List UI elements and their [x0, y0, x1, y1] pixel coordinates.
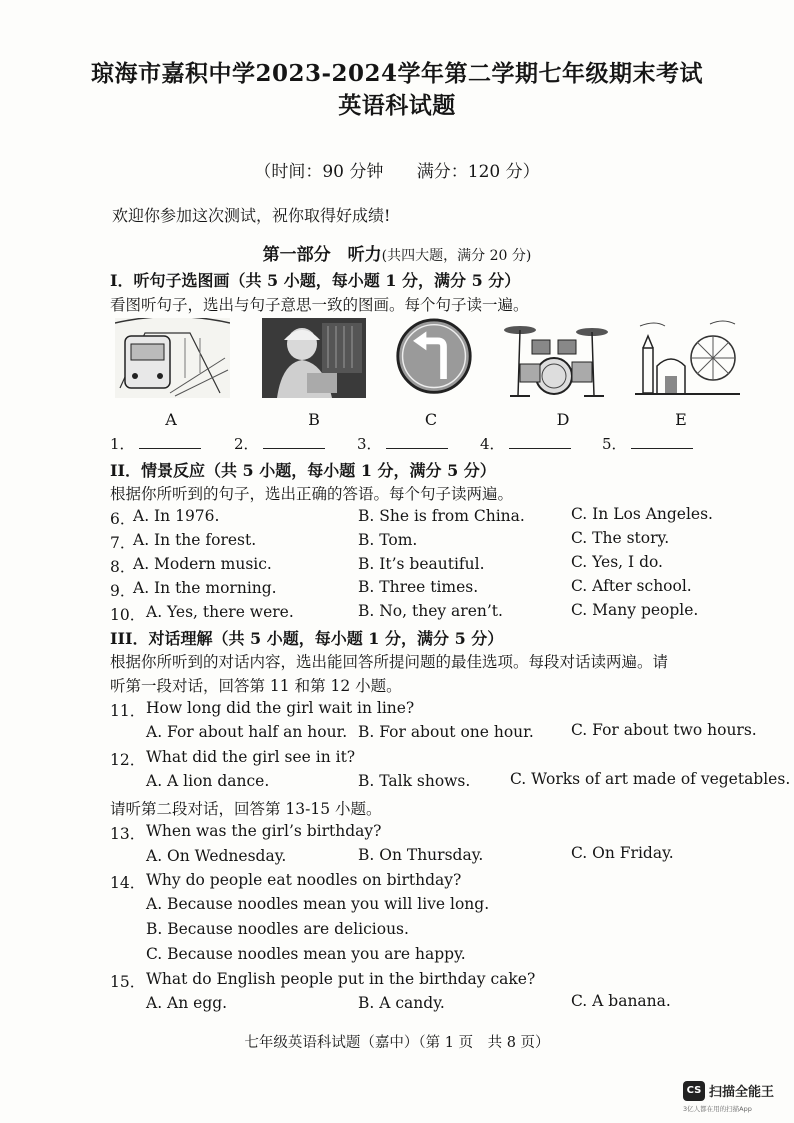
option-b: B. On Thursday. [358, 846, 484, 864]
answer-blank-5[interactable]: 5． [602, 433, 693, 454]
question-stem: When was the girl’s birthday? [146, 822, 382, 840]
picture-label-a: A [165, 410, 177, 429]
old-man-photo-icon [262, 318, 366, 398]
picture-label-e: E [675, 410, 687, 429]
option-a: A. For about half an hour. [146, 723, 348, 741]
option-c: C. The story. [571, 529, 670, 547]
option-a: A. Because noodles mean you will live long. [146, 895, 490, 913]
page-footer: 七年级英语科试题（嘉中）（第 1 页 共 8 页） [244, 1035, 550, 1051]
option-b: B. For about one hour. [358, 723, 534, 741]
option-a: A. On Wednesday. [146, 847, 287, 865]
option-c: C. For about two hours. [571, 721, 757, 739]
subway-train-icon [115, 318, 230, 398]
exam-meta [0, 157, 794, 182]
section2-title: II．情景反应（共 5 小题，每小题 1 分，满分 5 分） [110, 461, 496, 480]
question-stem: How long did the girl wait in line? [146, 699, 415, 717]
section1-instructions: 看图听句子，选出与句子意思一致的图画。每个句子读一遍。 [110, 296, 529, 314]
option-c: C. A banana. [571, 992, 671, 1010]
scanner-name: 扫描全能王 [709, 1085, 775, 1100]
answer-blank-4[interactable]: 4． [480, 433, 571, 454]
section1-title: I．听句子选图画（共 5 小题，每小题 1 分，满分 5 分） [110, 271, 521, 290]
picture-label-d: D [556, 410, 570, 429]
option-c: C. Yes, I do. [571, 553, 663, 571]
option-b: B. It’s beautiful. [358, 555, 485, 573]
turn-left-sign-icon [392, 318, 476, 398]
option-a: A. Modern music. [133, 555, 272, 573]
option-b: B. Tom. [358, 531, 418, 549]
option-a: A. A lion dance. [146, 772, 270, 790]
exam-title: 琼海市嘉积中学2023-2024学年第二学期七年级期末考试 [90, 60, 704, 87]
exam-subject: 英语科试题 [338, 92, 456, 119]
exam-time: （时间：90 分钟 [254, 162, 384, 182]
option-c: C. After school. [571, 577, 692, 595]
option-a: A. In 1976. [133, 507, 220, 525]
camscanner-icon: CS [683, 1081, 705, 1101]
section3-instructions-2: 听第一段对话，回答第 11 和第 12 小题。 [110, 677, 402, 695]
question-stem: What do English people put in the birthday cake? [146, 970, 536, 988]
option-a: A. Yes, there were. [146, 603, 294, 621]
option-b: B. She is from China. [358, 507, 525, 525]
scanner-watermark [683, 1076, 791, 1116]
answer-blank-2[interactable]: 2． [234, 433, 325, 454]
option-b: B. Talk shows. [358, 772, 471, 790]
section3-instructions: 根据你所听到的对话内容，选出能回答所提问题的最佳选项。每段对话读两遍。请 [110, 653, 669, 671]
option-b: B. No, they aren’t. [358, 602, 503, 620]
picture-label-b: B [308, 410, 320, 429]
answer-blank-1[interactable]: 1． [110, 433, 201, 454]
answer-blank-3[interactable]: 3． [357, 433, 448, 454]
city-skyline-icon [635, 318, 740, 398]
option-c: C. On Friday. [571, 844, 674, 862]
section3-instructions-3: 请听第二段对话，回答第 13-15 小题。 [110, 800, 382, 818]
picture-label-c: C [424, 410, 438, 429]
option-a: A. An egg. [146, 994, 228, 1012]
option-b: B. A candy. [358, 994, 445, 1012]
scanner-tagline: 3亿人都在用的扫描App [683, 1105, 752, 1113]
exam-score: 满分：120 分） [416, 162, 540, 182]
section2-instructions: 根据你所听到的句子，选出正确的答语。每个句子读两遍。 [110, 485, 514, 503]
drum-set-icon [500, 318, 610, 398]
question-stem: What did the girl see in it? [146, 748, 356, 766]
welcome-text: 欢迎你参加这次测试，祝你取得好成绩! [112, 206, 391, 225]
option-a: A. In the morning. [133, 579, 277, 597]
option-c: C. Many people. [571, 601, 699, 619]
picture-row [110, 318, 750, 402]
option-c: C. Works of art made of vegetables. [510, 770, 791, 788]
option-c: C. Because noodles mean you are happy. [146, 945, 466, 963]
section3-title: III．对话理解（共 5 小题，每小题 1 分，满分 5 分） [110, 629, 504, 648]
question-stem: Why do people eat noodles on birthday? [146, 871, 462, 889]
option-a: A. In the forest. [133, 531, 257, 549]
part1-title: 第一部分 听力(共四大题，满分 20 分) [262, 245, 532, 265]
option-c: C. In Los Angeles. [571, 505, 713, 523]
option-b: B. Three times. [358, 578, 479, 596]
option-b: B. Because noodles are delicious. [146, 920, 409, 938]
